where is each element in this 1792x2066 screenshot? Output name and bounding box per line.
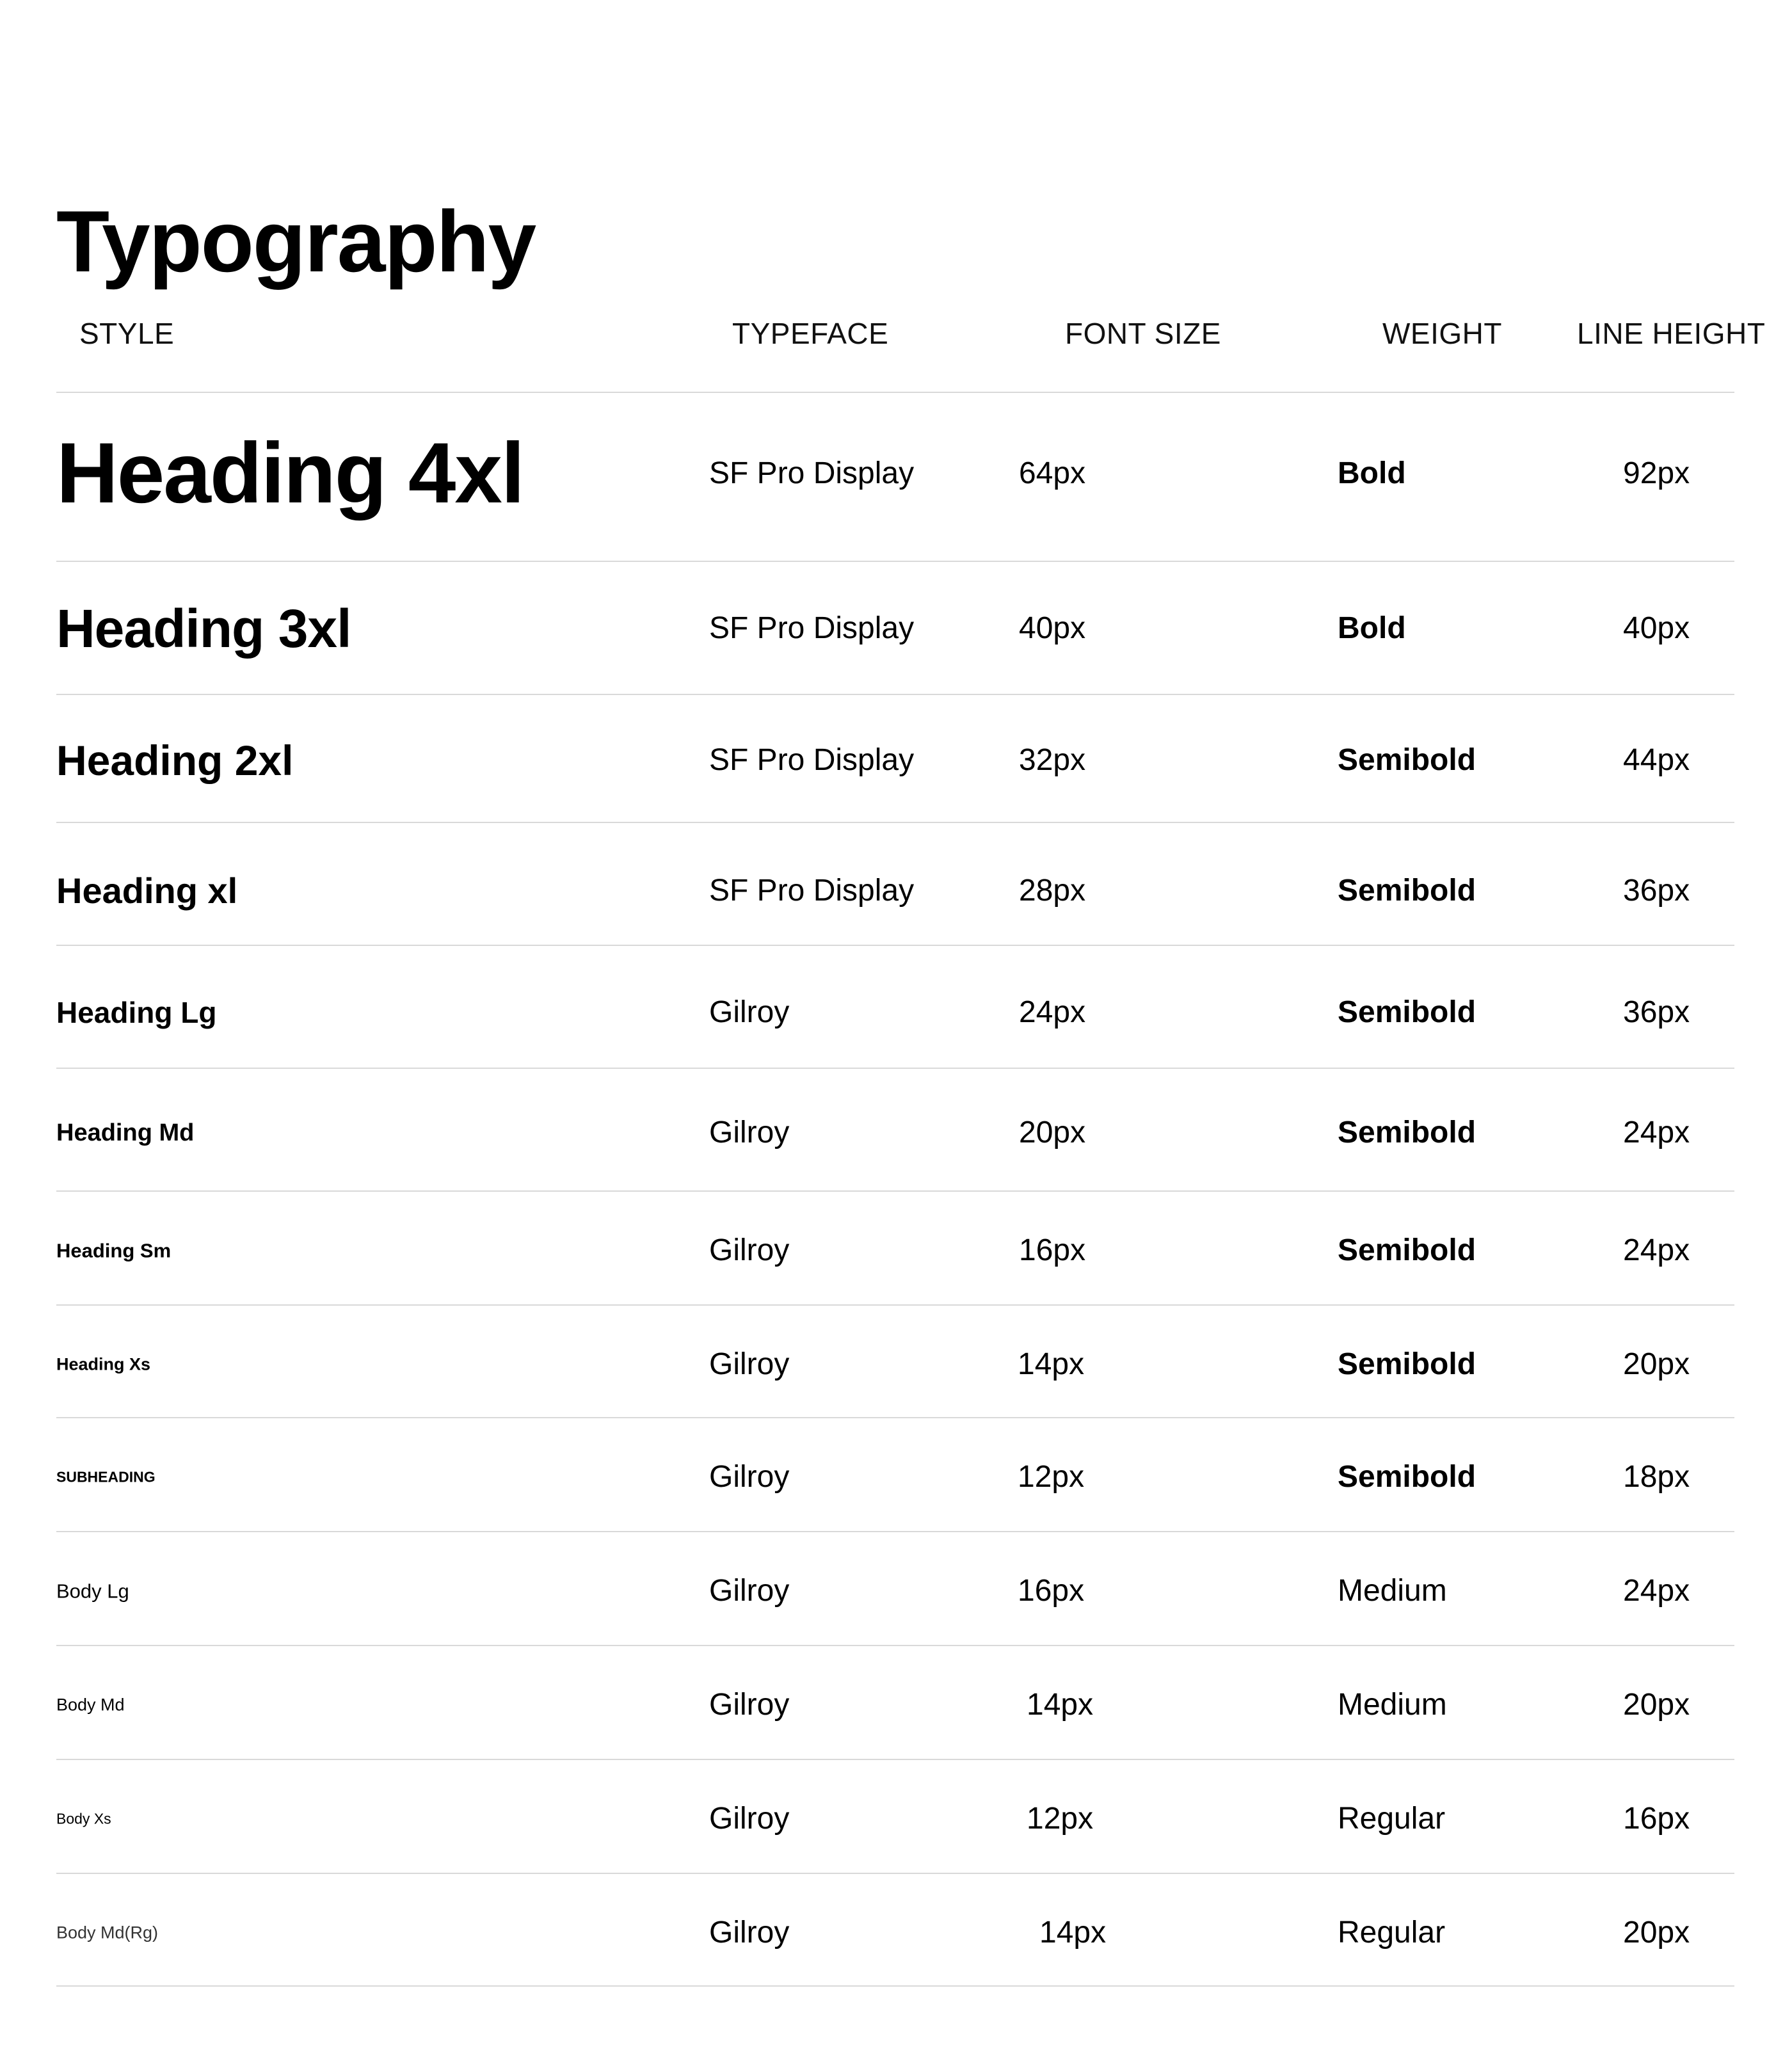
style-name: Heading 4xl <box>56 426 524 521</box>
column-header-font-size: FONT SIZE <box>1065 317 1221 350</box>
style-name: Heading Lg <box>56 996 217 1029</box>
row-divider <box>56 1417 1734 1418</box>
font-size-value: 14px <box>1018 1347 1085 1381</box>
font-size-value: 24px <box>1019 995 1086 1029</box>
style-name: Body Xs <box>56 1810 111 1827</box>
typeface-value: SF Pro Display <box>709 874 915 908</box>
row-divider <box>56 1985 1734 1987</box>
style-name: Body Lg <box>56 1580 129 1603</box>
column-header-style: STYLE <box>79 317 175 350</box>
line-height-value: 36px <box>1623 995 1690 1029</box>
style-name: Heading Sm <box>56 1239 172 1262</box>
style-name: Heading Md <box>56 1119 195 1146</box>
weight-value: Semibold <box>1338 743 1476 777</box>
font-size-value: 12px <box>1018 1460 1085 1494</box>
row-divider <box>56 1304 1734 1306</box>
header-divider <box>56 392 1734 393</box>
weight-value: Semibold <box>1338 1460 1476 1494</box>
column-header-line-height: LINE HEIGHT <box>1577 317 1766 350</box>
typeface-value: Gilroy <box>709 1116 790 1149</box>
row-divider <box>56 945 1734 946</box>
font-size-value: 40px <box>1019 611 1086 645</box>
weight-value: Medium <box>1338 1574 1447 1608</box>
style-name: Body Md(Rg) <box>56 1923 159 1942</box>
weight-value: Semibold <box>1338 1233 1476 1267</box>
font-size-value: 64px <box>1019 456 1086 490</box>
row-divider <box>56 822 1734 823</box>
font-size-value: 32px <box>1019 743 1086 777</box>
row-divider <box>56 561 1734 562</box>
weight-value: Regular <box>1338 1916 1446 1950</box>
line-height-value: 44px <box>1623 743 1690 777</box>
row-divider <box>56 1759 1734 1760</box>
style-name: Body Md <box>56 1695 125 1715</box>
line-height-value: 20px <box>1623 1916 1690 1950</box>
font-size-value: 14px <box>1039 1916 1107 1950</box>
font-size-value: 14px <box>1027 1688 1094 1722</box>
typeface-value: Gilroy <box>709 1347 790 1381</box>
row-divider <box>56 1068 1734 1069</box>
style-name: SUBHEADING <box>56 1468 156 1485</box>
weight-value: Regular <box>1338 1802 1446 1836</box>
weight-value: Semibold <box>1338 995 1476 1029</box>
column-header-typeface: TYPEFACE <box>732 317 889 350</box>
typeface-value: Gilroy <box>709 1460 790 1494</box>
typeface-value: Gilroy <box>709 1802 790 1836</box>
typeface-value: Gilroy <box>709 1233 790 1267</box>
line-height-value: 36px <box>1623 874 1690 908</box>
font-size-value: 28px <box>1019 874 1086 908</box>
row-divider <box>56 1190 1734 1192</box>
style-name: Heading 2xl <box>56 737 294 784</box>
typeface-value: Gilroy <box>709 1916 790 1950</box>
typeface-value: SF Pro Display <box>709 611 915 645</box>
weight-value: Semibold <box>1338 1347 1476 1381</box>
weight-value: Bold <box>1338 456 1406 490</box>
line-height-value: 20px <box>1623 1688 1690 1722</box>
typeface-value: Gilroy <box>709 1574 790 1608</box>
style-name: Heading 3xl <box>56 598 351 659</box>
weight-value: Bold <box>1338 611 1406 645</box>
line-height-value: 24px <box>1623 1233 1690 1267</box>
row-divider <box>56 1531 1734 1532</box>
font-size-value: 12px <box>1027 1802 1094 1836</box>
font-size-value: 16px <box>1019 1233 1086 1267</box>
page-title: Typography <box>56 193 536 291</box>
line-height-value: 92px <box>1623 456 1690 490</box>
column-header-weight: WEIGHT <box>1382 317 1502 350</box>
style-name: Heading Xs <box>56 1354 151 1374</box>
line-height-value: 18px <box>1623 1460 1690 1494</box>
typeface-value: SF Pro Display <box>709 456 915 490</box>
weight-value: Semibold <box>1338 1116 1476 1149</box>
typeface-value: Gilroy <box>709 995 790 1029</box>
row-divider <box>56 694 1734 695</box>
style-name: Heading xl <box>56 870 238 911</box>
line-height-value: 40px <box>1623 611 1690 645</box>
weight-value: Medium <box>1338 1688 1447 1722</box>
weight-value: Semibold <box>1338 874 1476 908</box>
line-height-value: 24px <box>1623 1574 1690 1608</box>
font-size-value: 16px <box>1018 1574 1085 1608</box>
typeface-value: Gilroy <box>709 1688 790 1722</box>
row-divider <box>56 1645 1734 1646</box>
font-size-value: 20px <box>1019 1116 1086 1149</box>
typeface-value: SF Pro Display <box>709 743 915 777</box>
line-height-value: 16px <box>1623 1802 1690 1836</box>
row-divider <box>56 1873 1734 1874</box>
line-height-value: 24px <box>1623 1116 1690 1149</box>
line-height-value: 20px <box>1623 1347 1690 1381</box>
